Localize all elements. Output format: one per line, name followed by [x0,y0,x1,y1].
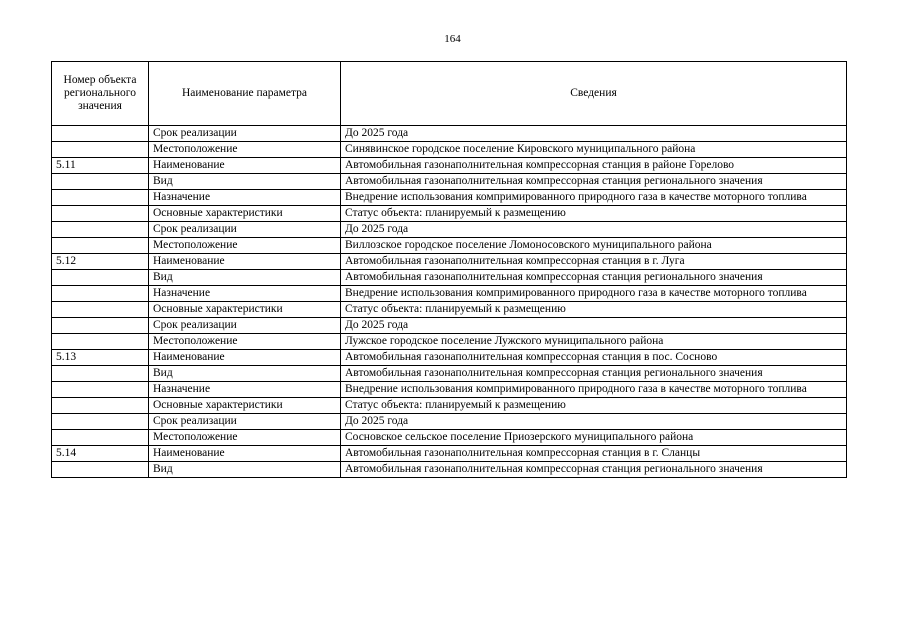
parameter-name-cell: Вид [149,366,341,382]
object-number-cell [52,462,149,478]
object-number-cell [52,270,149,286]
details-cell: Внедрение использования компримированного природного газа в качестве моторного топлива [341,382,847,398]
object-number-cell [52,318,149,334]
table-row [52,238,847,254]
table-row [52,462,847,478]
object-number-cell: 5.12 [52,254,149,270]
table-row [52,254,847,270]
parameter-name-cell: Вид [149,462,341,478]
object-number-cell [52,430,149,446]
parameter-name-cell: Назначение [149,382,341,398]
object-number-cell [52,142,149,158]
object-number-cell [52,366,149,382]
details-cell: До 2025 года [341,126,847,142]
parameter-name-cell: Местоположение [149,142,341,158]
details-cell: Статус объекта: планируемый к размещению [341,398,847,414]
details-cell: Виллозское городское поселение Ломоносовского муниципального района [341,238,847,254]
table-body [52,126,847,478]
object-number-cell [52,414,149,430]
object-number-cell [52,302,149,318]
details-cell: Автомобильная газонаполнительная компрессорная станция в г. Луга [341,254,847,270]
table-row [52,382,847,398]
object-number-cell [52,398,149,414]
details-cell: До 2025 года [341,318,847,334]
parameter-name-cell: Основные характеристики [149,206,341,222]
table-row [52,286,847,302]
details-cell: До 2025 года [341,414,847,430]
table-row [52,350,847,366]
object-number-cell [52,286,149,302]
table-row [52,334,847,350]
parameter-name-cell: Срок реализации [149,222,341,238]
details-cell: Внедрение использования компримированного природного газа в качестве моторного топлива [341,286,847,302]
details-cell: Статус объекта: планируемый к размещению [341,302,847,318]
table-row [52,222,847,238]
object-number-cell [52,382,149,398]
details-cell: Автомобильная газонаполнительная компрессорная станция регионального значения [341,366,847,382]
page-number: 164 [444,33,461,45]
table-row [52,318,847,334]
parameter-name-cell: Местоположение [149,238,341,254]
parameter-name-cell: Местоположение [149,430,341,446]
details-cell: Статус объекта: планируемый к размещению [341,206,847,222]
details-cell: Сосновское сельское поселение Приозерского муниципального района [341,430,847,446]
details-cell: Автомобильная газонаполнительная компрессорная станция регионального значения [341,174,847,190]
table-row [52,270,847,286]
parameter-name-cell: Вид [149,174,341,190]
details-cell: До 2025 года [341,222,847,238]
table-row [52,366,847,382]
details-cell: Автомобильная газонаполнительная компрессорная станция регионального значения [341,462,847,478]
parameter-name-cell: Вид [149,270,341,286]
table-row [52,398,847,414]
table-row [52,446,847,462]
details-cell: Автомобильная газонаполнительная компрессорная станция в районе Горелово [341,158,847,174]
object-number-cell [52,174,149,190]
header-parameter-name: Наименование параметра [149,62,341,126]
header-details: Сведения [341,62,847,126]
parameter-name-cell: Основные характеристики [149,302,341,318]
parameter-name-cell: Основные характеристики [149,398,341,414]
details-cell: Лужское городское поселение Лужского муниципального района [341,334,847,350]
details-cell: Автомобильная газонаполнительная компрессорная станция в пос. Сосново [341,350,847,366]
objects-table [51,61,847,478]
parameter-name-cell: Срок реализации [149,414,341,430]
parameter-name-cell: Срок реализации [149,318,341,334]
details-cell: Внедрение использования компримированного природного газа в качестве моторного топлива [341,190,847,206]
table-row [52,302,847,318]
table-row [52,126,847,142]
parameter-name-cell: Наименование [149,158,341,174]
table-row [52,158,847,174]
object-number-cell: 5.13 [52,350,149,366]
object-number-cell [52,206,149,222]
table-header-row [52,62,847,126]
object-number-cell: 5.14 [52,446,149,462]
object-number-cell [52,238,149,254]
table-row [52,174,847,190]
parameter-name-cell: Назначение [149,190,341,206]
details-cell: Синявинское городское поселение Кировского муниципального района [341,142,847,158]
parameter-name-cell: Наименование [149,350,341,366]
object-number-cell [52,190,149,206]
table-row [52,430,847,446]
object-number-cell [52,334,149,350]
parameter-name-cell: Назначение [149,286,341,302]
details-cell: Автомобильная газонаполнительная компрессорная станция регионального значения [341,270,847,286]
parameter-name-cell: Наименование [149,446,341,462]
details-cell: Автомобильная газонаполнительная компрессорная станция в г. Сланцы [341,446,847,462]
object-number-cell: 5.11 [52,158,149,174]
object-number-cell [52,126,149,142]
header-object-number: Номер объекта регионального значения [52,62,149,126]
parameter-name-cell: Местоположение [149,334,341,350]
table-row [52,206,847,222]
parameter-name-cell: Срок реализации [149,126,341,142]
object-number-cell [52,222,149,238]
table-row [52,142,847,158]
parameter-name-cell: Наименование [149,254,341,270]
table-row [52,190,847,206]
table-row [52,414,847,430]
